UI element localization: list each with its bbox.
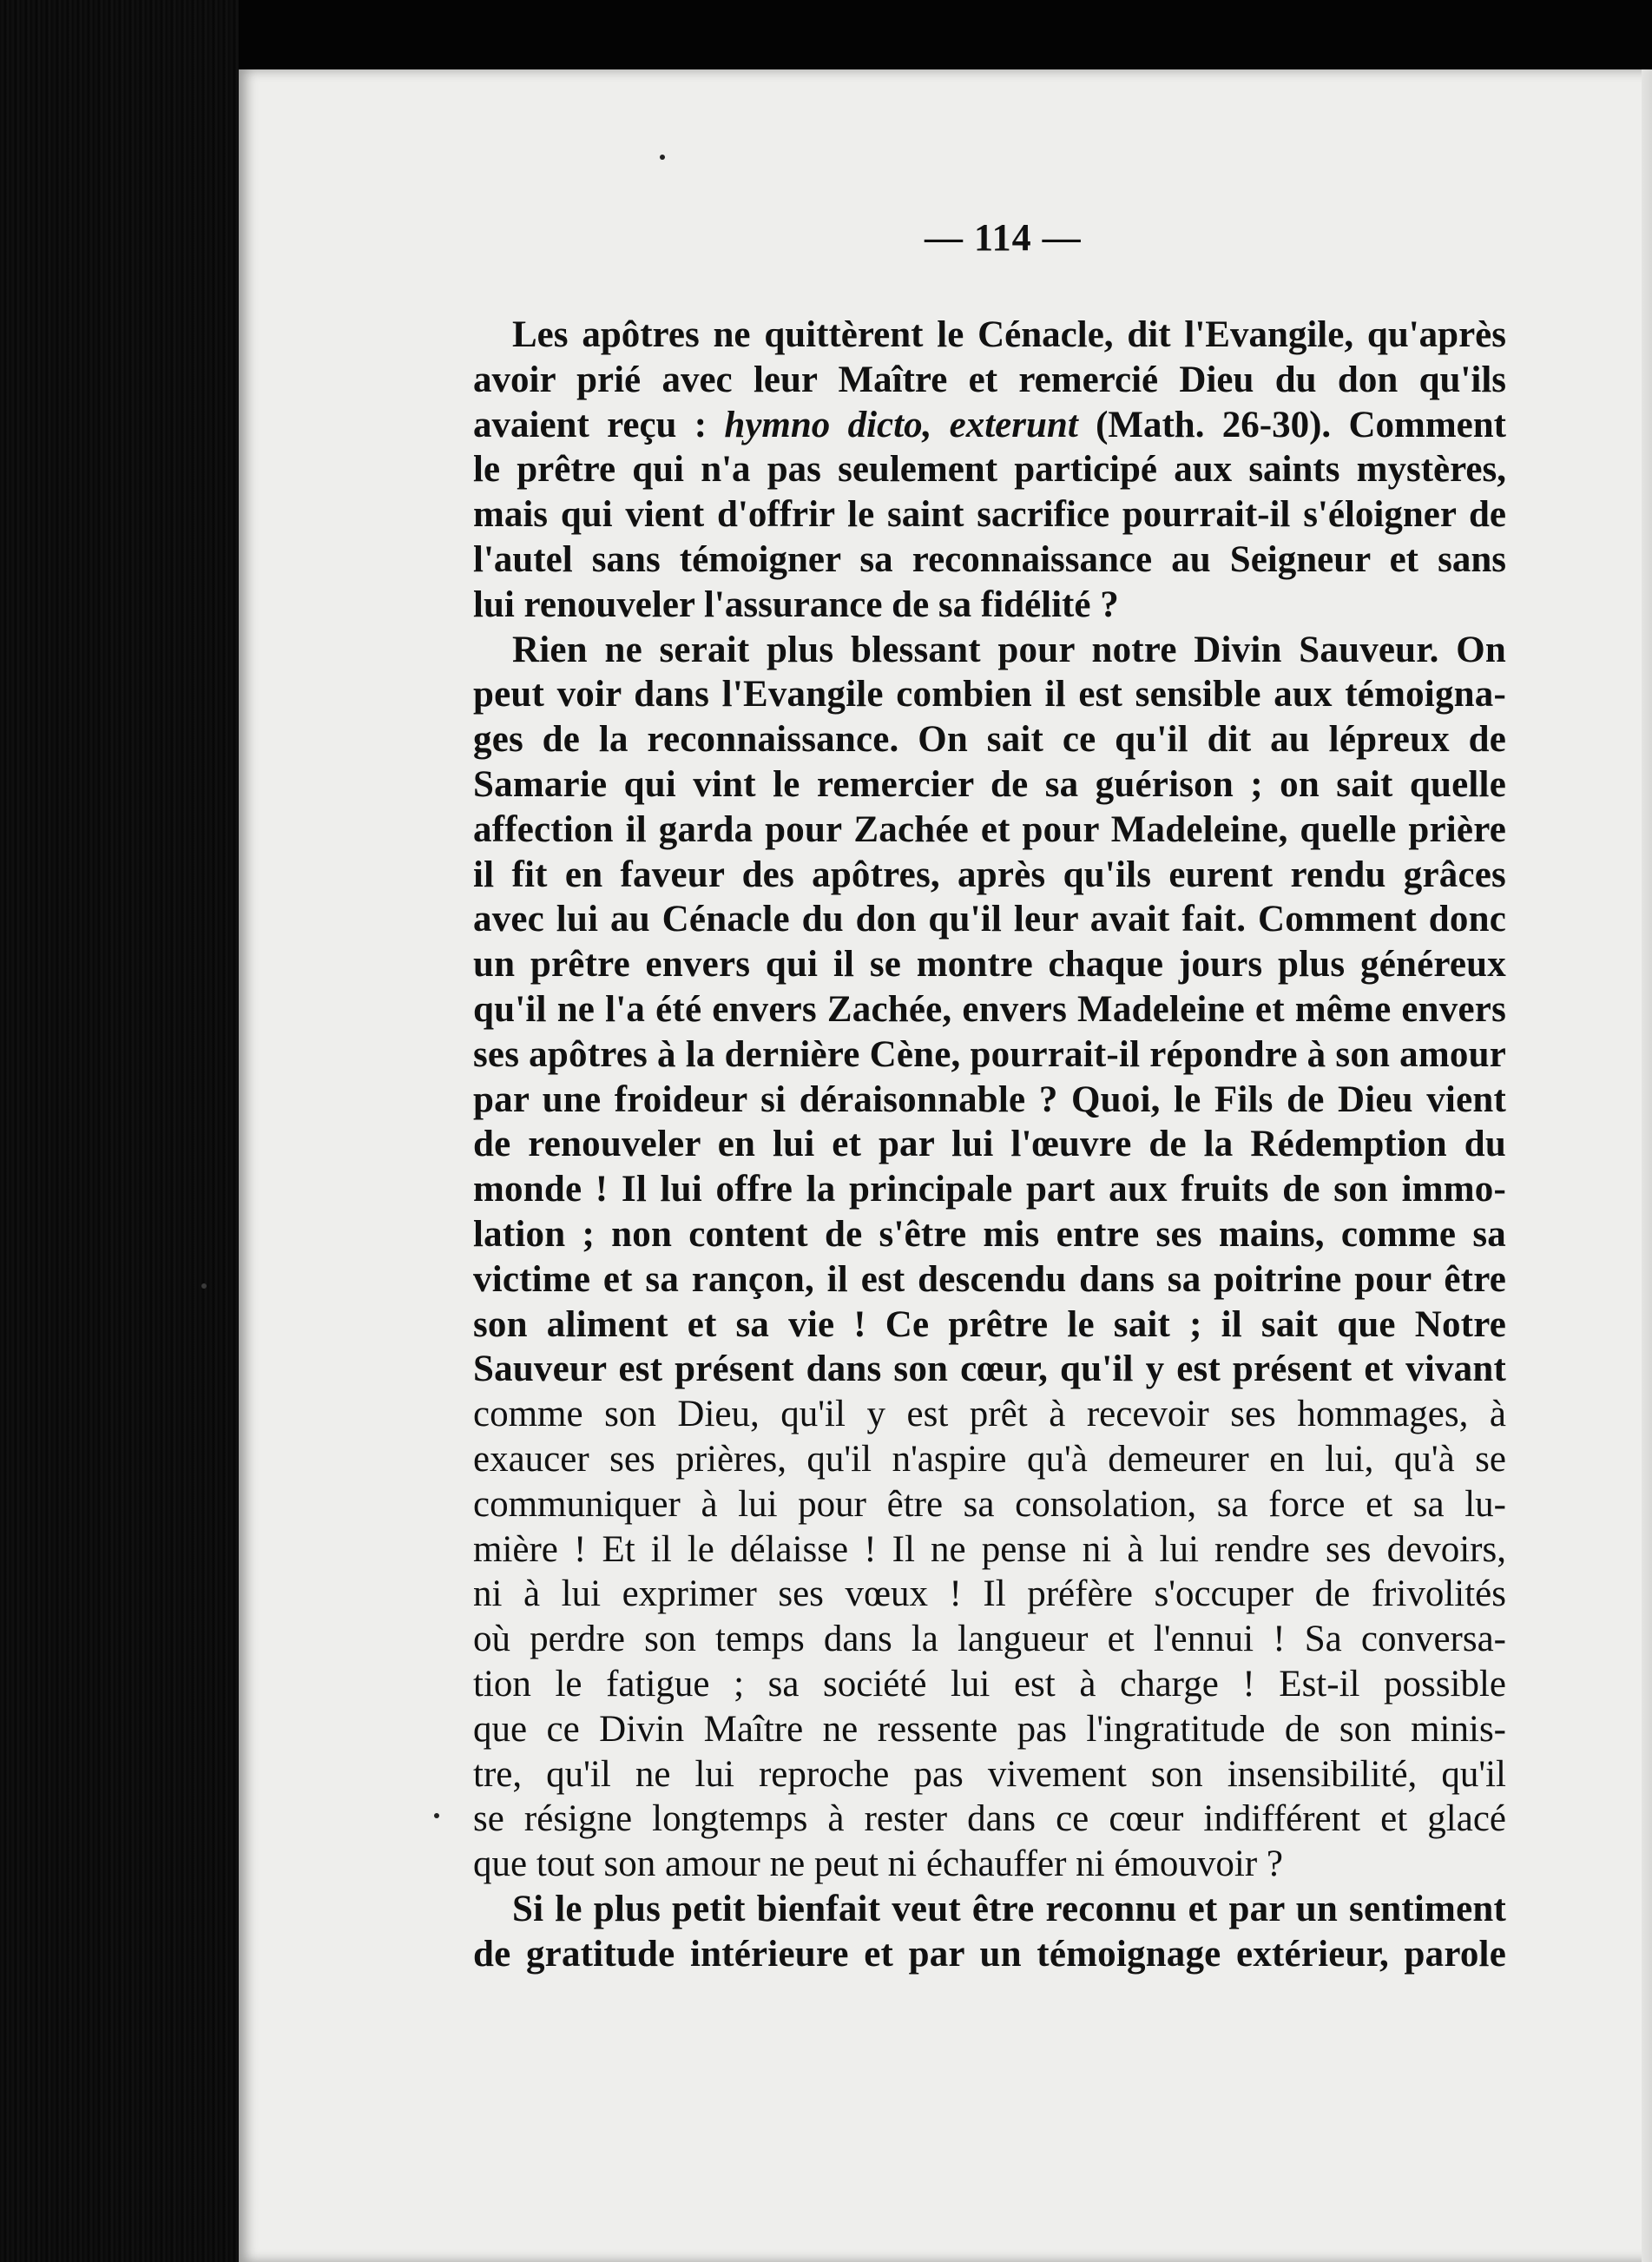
text-line: affection il garda pour Zachée et pour Madeleine, quelle prière [473, 808, 1506, 850]
scan-speck [660, 155, 665, 160]
text-line: tion le fatigue ; sa société lui est à charge ! Est-il possible [473, 1663, 1506, 1705]
text-line: par une froideur si déraisonnable ? Quoi, le Fils de Dieu vient [473, 1078, 1506, 1120]
page-right-edge [1642, 69, 1652, 2262]
book-binding-edge [0, 0, 239, 2262]
text-line: que ce Divin Maître ne ressente pas l'ingratitude de son minis- [473, 1708, 1506, 1750]
text-line: lui renouveler l'assurance de sa fidélité ? [473, 584, 1119, 625]
text-line: le prêtre qui n'a pas seulement participé aux saints mystères, [473, 449, 1506, 491]
text-line: ges de la reconnaissance. On sait ce qu'il dit au lépreux de [473, 719, 1506, 761]
text-line: de gratitude intérieure et par un témoignage extérieur, parole [473, 1933, 1506, 1975]
text-line: mais qui vient d'offrir le saint sacrifice pourrait-il s'éloigner de [473, 494, 1506, 536]
text-line: ni à lui exprimer ses vœux ! Il préfère s'occuper de frivolités [473, 1573, 1506, 1615]
text-line: monde ! Il lui offre la principale part aux fruits de son immo- [473, 1169, 1506, 1210]
scan-speck [434, 1813, 439, 1818]
text-line: de renouveler en lui et par lui l'œuvre de la Rédemption du [473, 1124, 1506, 1165]
text-line: son aliment et sa vie ! Ce prêtre le sait ; il sait que Notre [473, 1303, 1506, 1345]
text-line: Les apôtres ne quittèrent le Cénacle, dit l'Evangile, qu'après [512, 314, 1506, 355]
paragraph-2 [473, 628, 1506, 1887]
text-line: ses apôtres à la dernière Cène, pourrait-il répondre à son amour [473, 1033, 1506, 1075]
text-run: (Math. 26-30). Comment [1077, 404, 1506, 445]
text-line: mière ! Et il le délaisse ! Il ne pense ni à lui rendre ses devoirs, [473, 1528, 1506, 1570]
latin-quotation: hymno dicto, exterunt [724, 404, 1078, 445]
text-line: tre, qu'il ne lui reproche pas vivement son insensibilité, qu'il [473, 1753, 1506, 1795]
text-run: avaient reçu : [473, 404, 725, 445]
paragraph-1 [473, 313, 1506, 628]
text-line [473, 403, 1506, 448]
text-line: avoir prié avec leur Maître et remercié Dieu du don qu'ils [473, 359, 1506, 400]
text-line: l'autel sans témoigner sa reconnaissance au Seigneur et sans [473, 538, 1506, 580]
text-line: Rien ne serait plus blessant pour notre Divin Sauveur. On [512, 629, 1506, 670]
text-line: Si le plus petit bienfait veut être reconnu et par un sentiment [512, 1888, 1506, 1929]
text-line: Samarie qui vint le remercier de sa guérison ; on sait quelle [473, 763, 1506, 805]
page-number: — 114 — [925, 216, 1082, 259]
text-line: comme son Dieu, qu'il y est prêt à recevoir ses hommages, à [473, 1394, 1506, 1435]
text-line: se résigne longtemps à rester dans ce cœur indifférent et glacé [473, 1798, 1506, 1840]
text-line: que tout son amour ne peut ni échauffer ni émouvoir ? [473, 1843, 1283, 1885]
text-line: un prêtre envers qui il se montre chaque jours plus généreux [473, 944, 1506, 986]
text-line: il fit en faveur des apôtres, après qu'ils eurent rendu grâces [473, 854, 1506, 895]
body-text [473, 313, 1506, 1976]
text-line: avec lui au Cénacle du don qu'il leur avait fait. Comment donc [473, 899, 1506, 940]
paragraph-3 [473, 1887, 1506, 1977]
text-line: qu'il ne l'a été envers Zachée, envers Madeleine et même envers [473, 988, 1506, 1030]
text-line: où perdre son temps dans la langueur et l'ennui ! Sa conversa- [473, 1619, 1506, 1660]
text-line: peut voir dans l'Evangile combien il est sensible aux témoigna- [473, 674, 1506, 716]
text-line: communiquer à lui pour être sa consolation, sa force et sa lu- [473, 1483, 1506, 1525]
text-line: victime et sa rançon, il est descendu dans sa poitrine pour être [473, 1258, 1506, 1300]
text-line: exaucer ses prières, qu'il n'aspire qu'à demeurer en lui, qu'à se [473, 1438, 1506, 1480]
text-line: lation ; non content de s'être mis entre ses mains, comme sa [473, 1213, 1506, 1255]
scan-speck [201, 1283, 207, 1289]
text-line: Sauveur est présent dans son cœur, qu'il y est présent et vivant [473, 1349, 1506, 1390]
